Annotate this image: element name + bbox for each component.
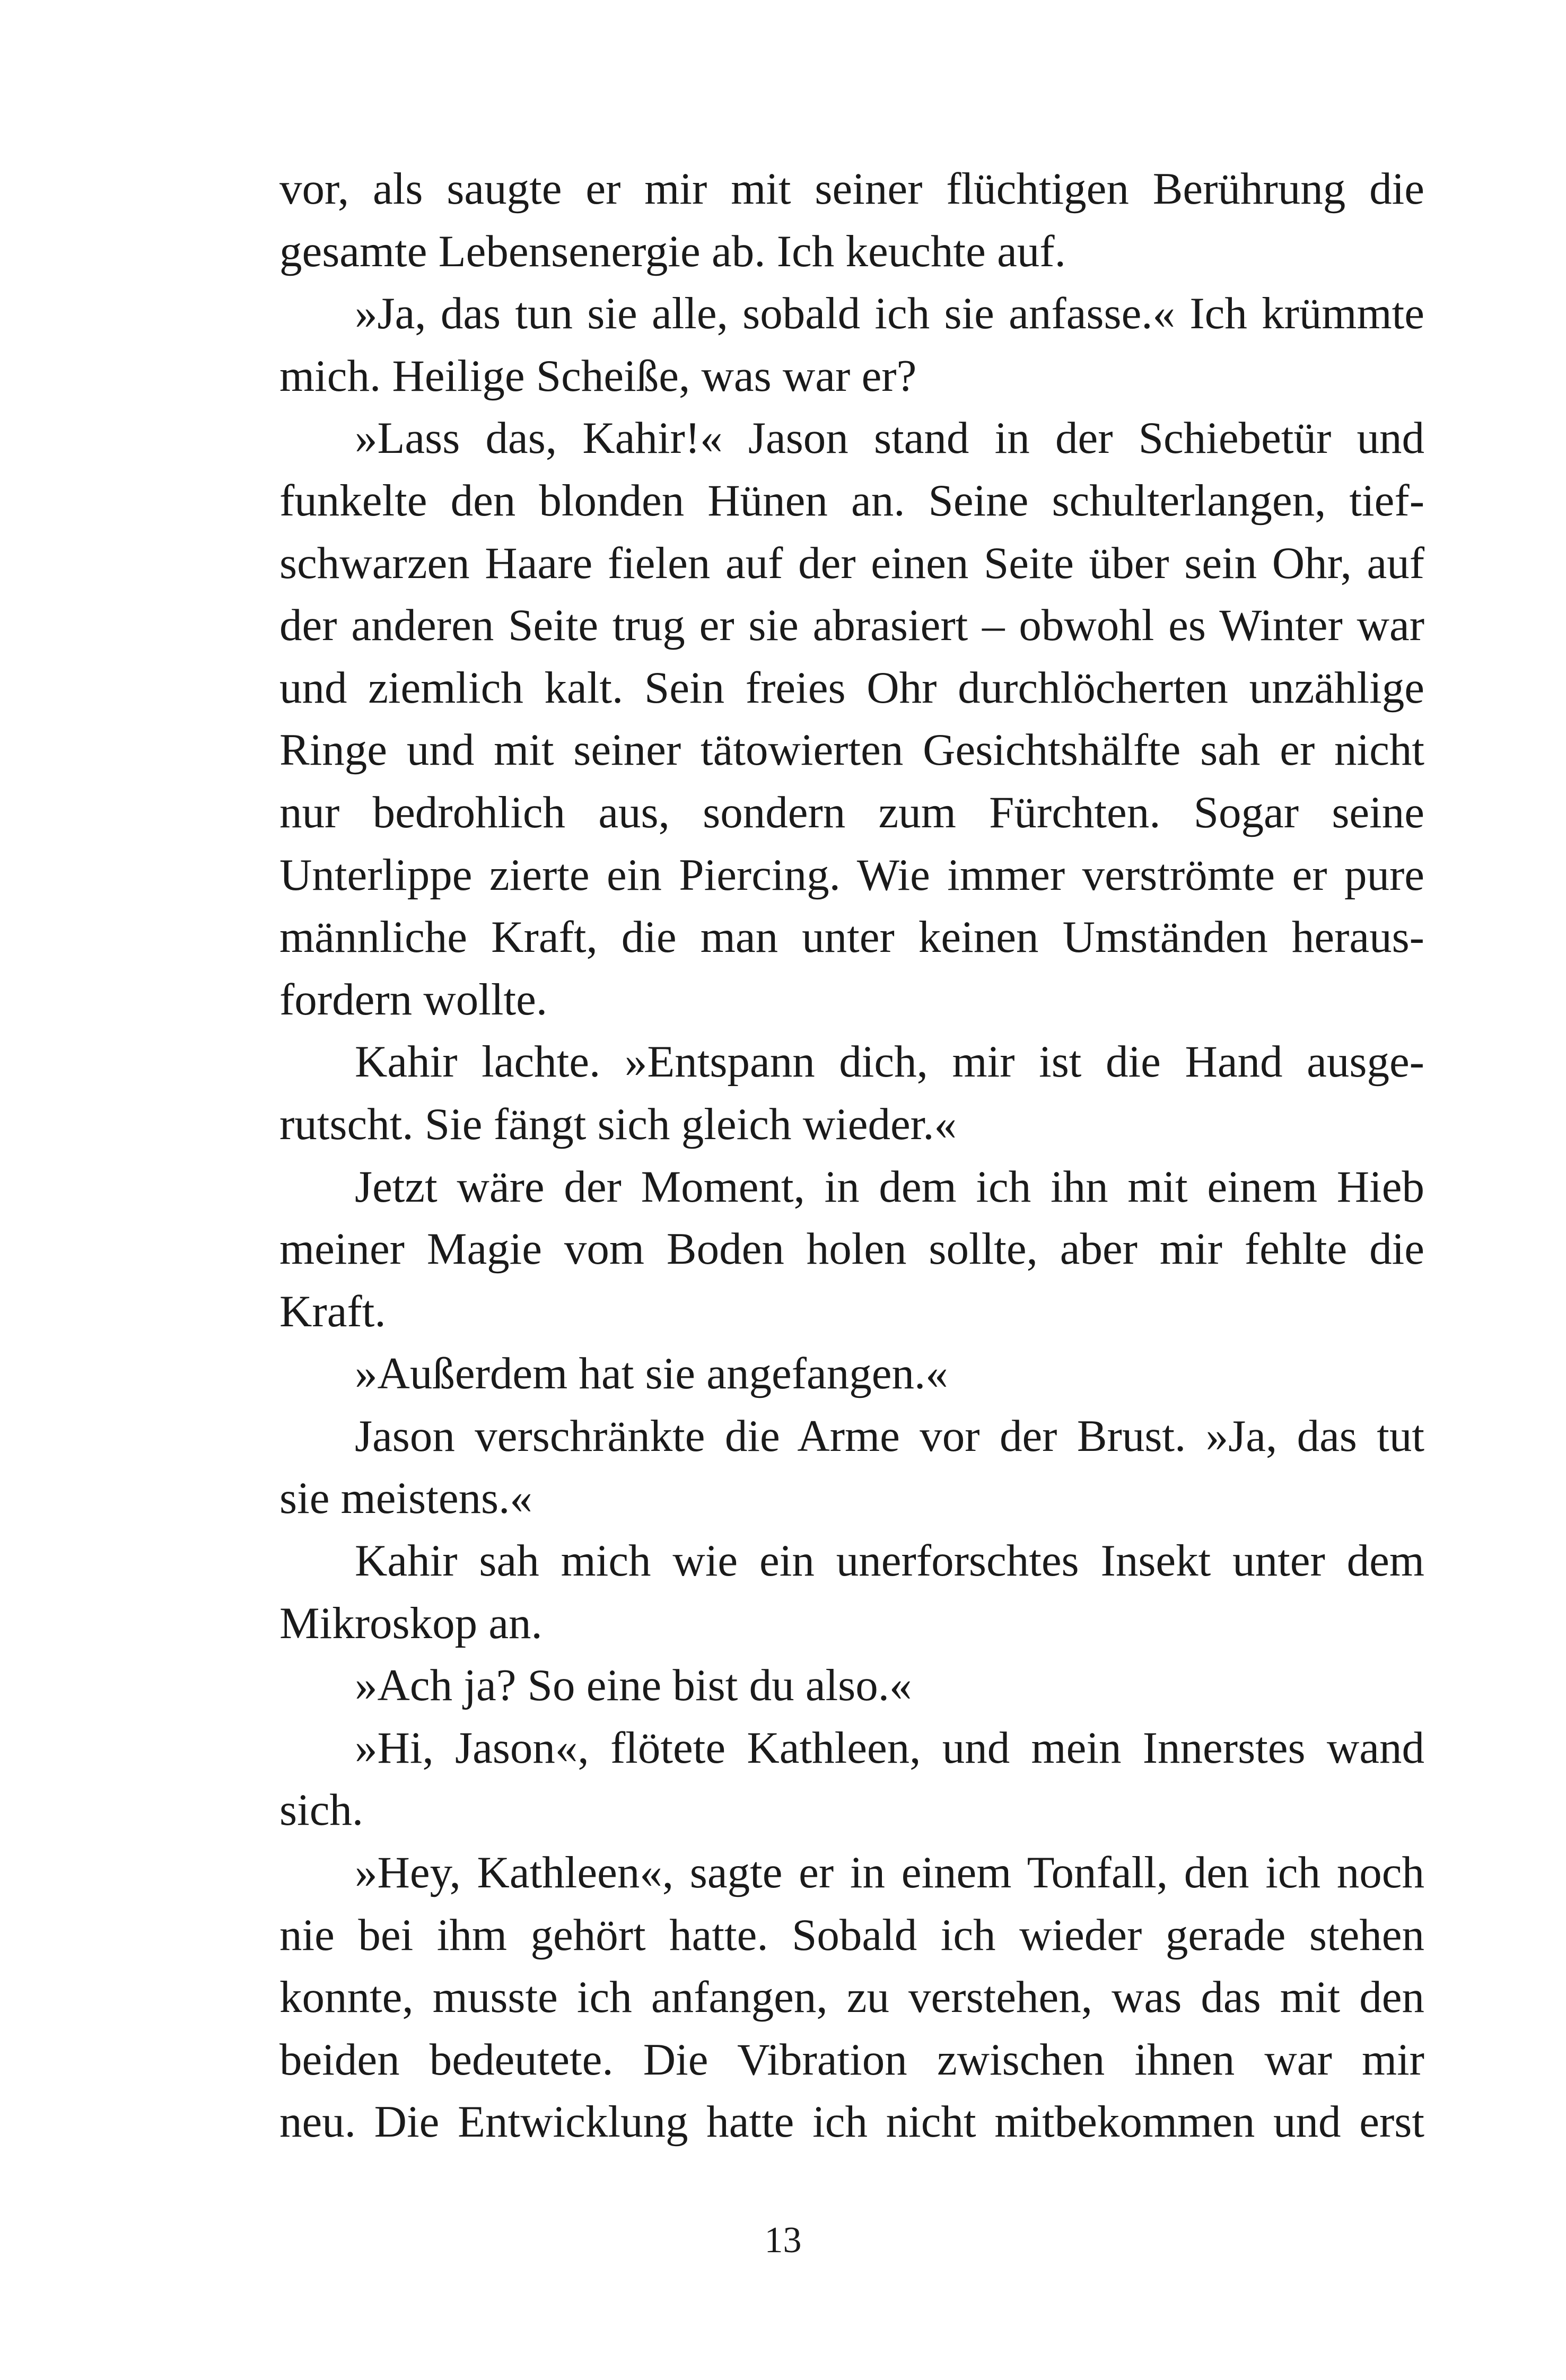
text-line: funkelte den blonden Hünen an. Seine schulterlangen, tief-	[279, 475, 1424, 526]
text-line: Jetzt wäre der Moment, in dem ich ihn mit einem Hieb	[355, 1161, 1424, 1212]
text-line: »Außerdem hat sie angefangen.«	[355, 1349, 948, 1399]
text-line: sich.	[279, 1785, 364, 1835]
text-line: »Hey, Kathleen«, sagte er in einem Tonfall, den ich noch	[355, 1848, 1424, 1898]
body-text	[279, 158, 1424, 2154]
text-line: gesamte Lebensenergie ab. Ich keuchte auf.	[279, 226, 1066, 276]
text-line: »Ja, das tun sie alle, sobald ich sie anfasse.« Ich krümmte	[355, 288, 1424, 339]
text-line: mich. Heilige Scheiße, was war er?	[279, 351, 917, 401]
text-line: Mikroskop an.	[279, 1598, 543, 1648]
text-line: der anderen Seite trug er sie abrasiert – obwohl es Winter war	[279, 600, 1424, 651]
text-line: Kahir lachte. »Entspann dich, mir ist die Hand ausge-	[355, 1037, 1424, 1087]
text-line: Jason verschränkte die Arme vor der Brust. »Ja, das tut	[355, 1411, 1424, 1461]
text-line: neu. Die Entwicklung hatte ich nicht mitbekommen und erst	[279, 2097, 1424, 2147]
text-line: vor, als saugte er mir mit seiner flüchtigen Berührung die	[279, 164, 1424, 214]
text-line: Unterlippe zierte ein Piercing. Wie immer verströmte er pure	[279, 850, 1424, 900]
text-line: meiner Magie vom Boden holen sollte, aber mir fehlte die	[279, 1224, 1424, 1274]
page-number: 13	[764, 2220, 802, 2261]
text-line: rutscht. Sie fängt sich gleich wieder.«	[279, 1099, 957, 1149]
text-line: beiden bedeutete. Die Vibration zwischen ihnen war mir	[279, 2034, 1424, 2085]
text-line: nie bei ihm gehört hatte. Sobald ich wieder gerade stehen	[279, 1910, 1424, 1960]
text-line: nur bedrohlich aus, sondern zum Fürchten. Sogar seine	[279, 787, 1424, 837]
text-line: »Hi, Jason«, flötete Kathleen, und mein Innerstes wand	[355, 1722, 1424, 1773]
text-line: schwarzen Haare fielen auf der einen Seite über sein Ohr, auf	[279, 538, 1424, 588]
text-line: und ziemlich kalt. Sein freies Ohr durchlöcherten unzählige	[279, 662, 1424, 713]
text-line: »Ach ja? So eine bist du also.«	[355, 1660, 912, 1711]
text-line: männliche Kraft, die man unter keinen Umständen heraus-	[279, 912, 1424, 962]
text-line: »Lass das, Kahir!« Jason stand in der Schiebetür und	[355, 413, 1424, 463]
text-line: sie meistens.«	[279, 1473, 532, 1524]
text-line: Ringe und mit seiner tätowierten Gesichtshälfte sah er nicht	[279, 725, 1424, 775]
text-line: fordern wollte.	[279, 974, 548, 1025]
text-line: konnte, musste ich anfangen, zu verstehen, was das mit den	[279, 1972, 1424, 2023]
text-line: Kraft.	[279, 1286, 386, 1336]
text-line: Kahir sah mich wie ein unerforschtes Insekt unter dem	[355, 1536, 1424, 1586]
